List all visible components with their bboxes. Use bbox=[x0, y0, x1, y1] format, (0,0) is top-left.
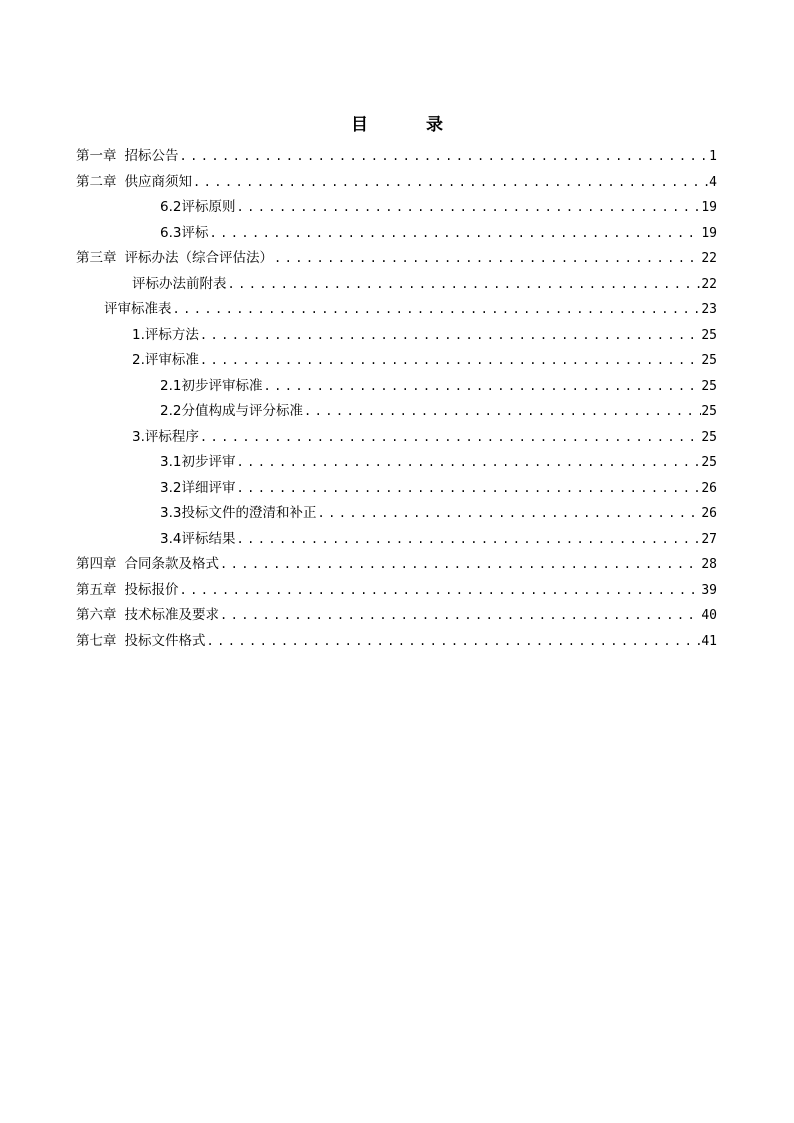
toc-entry-title: 3.评标程序 bbox=[132, 428, 199, 445]
toc-page-number: 19 bbox=[701, 200, 717, 215]
toc-entry-title: 3.4评标结果 bbox=[160, 530, 236, 547]
toc-entry[interactable] bbox=[0, 554, 794, 574]
toc-page-number: 28 bbox=[701, 557, 717, 572]
toc-dot-leader bbox=[262, 376, 701, 396]
toc-chapter-number: 第五章 bbox=[76, 581, 117, 598]
toc-page-number: 25 bbox=[701, 353, 717, 368]
toc-page-number: 26 bbox=[701, 506, 717, 521]
toc-entry-title: 2.评审标准 bbox=[132, 352, 199, 368]
toc-dot-leader bbox=[179, 146, 710, 166]
toc-entry-title: 2.2分值构成与评分标准 bbox=[160, 403, 303, 419]
toc-chapter-number: 第六章 bbox=[76, 607, 117, 623]
toc-page-number: 19 bbox=[701, 225, 717, 241]
toc-entry[interactable] bbox=[0, 427, 794, 447]
toc-entry-title: 招标公告 bbox=[124, 148, 179, 164]
toc-dot-leader bbox=[227, 274, 702, 294]
toc-dot-leader bbox=[235, 197, 701, 217]
toc-page-number: 26 bbox=[701, 480, 717, 496]
toc-entry[interactable] bbox=[0, 350, 794, 370]
toc-entry[interactable] bbox=[0, 376, 794, 396]
toc-dot-leader bbox=[199, 427, 701, 447]
toc-entry[interactable] bbox=[0, 631, 794, 651]
toc-chapter-number: 第三章 bbox=[76, 250, 117, 266]
toc-page-number: 25 bbox=[701, 404, 717, 419]
toc-page-number: 40 bbox=[701, 608, 717, 623]
toc-dot-leader bbox=[303, 401, 701, 421]
toc-entry-title: 投标报价 bbox=[124, 581, 179, 598]
toc-entry[interactable] bbox=[0, 503, 794, 523]
toc-entry[interactable] bbox=[0, 478, 794, 498]
toc-entry-title: 投标文件格式 bbox=[124, 632, 206, 649]
toc-dot-leader bbox=[273, 248, 701, 268]
toc-entry[interactable] bbox=[0, 605, 794, 625]
toc-entry-title: 3.2详细评审 bbox=[160, 479, 236, 496]
toc-entry[interactable] bbox=[0, 248, 794, 268]
toc-dot-leader bbox=[172, 299, 702, 319]
toc-page-number: 41 bbox=[701, 633, 717, 649]
toc-entry[interactable] bbox=[0, 452, 794, 472]
toc-page-number: 27 bbox=[701, 531, 717, 547]
toc-page-number: 25 bbox=[701, 378, 717, 394]
toc-chapter-number: 第一章 bbox=[76, 148, 117, 164]
toc-entry-title: 技术标准及要求 bbox=[124, 607, 219, 623]
toc-dot-leader bbox=[199, 350, 701, 370]
toc-entry[interactable] bbox=[0, 325, 794, 345]
toc-dot-leader bbox=[235, 452, 701, 472]
toc-entry-title: 评标办法（综合评估法） bbox=[124, 250, 273, 266]
toc-dot-leader bbox=[235, 478, 701, 498]
toc-entry[interactable] bbox=[0, 401, 794, 421]
toc-dot-leader bbox=[219, 554, 701, 574]
toc-entry-title: 合同条款及格式 bbox=[124, 556, 219, 572]
toc-dot-leader bbox=[316, 503, 701, 523]
toc-entry[interactable] bbox=[0, 299, 794, 319]
toc-title: 目 录 bbox=[351, 115, 469, 135]
toc-page-number: 25 bbox=[701, 455, 717, 470]
toc-dot-leader bbox=[206, 631, 702, 651]
toc-entry[interactable] bbox=[0, 580, 794, 600]
toc-chapter-number: 第七章 bbox=[76, 632, 117, 649]
toc-dot-leader bbox=[219, 605, 701, 625]
toc-chapter-number: 第二章 bbox=[76, 173, 117, 190]
toc-entry-title: 评审标准表 bbox=[104, 301, 172, 317]
toc-page-number: 4 bbox=[709, 174, 717, 190]
toc-dot-leader bbox=[179, 580, 702, 600]
toc-page-number: 23 bbox=[701, 302, 717, 317]
toc-dot-leader bbox=[235, 529, 701, 549]
toc-dot-leader bbox=[199, 325, 701, 345]
toc-entry[interactable] bbox=[0, 223, 794, 243]
toc-entry-title: 6.2评标原则 bbox=[160, 199, 236, 215]
toc-page-number: 22 bbox=[701, 251, 717, 266]
toc-entry[interactable] bbox=[0, 529, 794, 549]
toc-entry[interactable] bbox=[0, 146, 794, 166]
toc-dot-leader bbox=[192, 172, 709, 192]
toc-entry-title: 1.评标方法 bbox=[132, 326, 199, 343]
toc-chapter-number: 第四章 bbox=[76, 556, 117, 572]
toc-page-number: 25 bbox=[701, 327, 717, 343]
toc-page-number: 22 bbox=[701, 276, 717, 292]
toc-entry[interactable] bbox=[0, 274, 794, 294]
toc-page-number: 39 bbox=[701, 582, 717, 598]
toc-entry[interactable] bbox=[0, 172, 794, 192]
toc-entry-title: 评标办法前附表 bbox=[132, 275, 227, 292]
toc-entry-title: 3.3投标文件的澄清和补正 bbox=[160, 505, 317, 521]
toc-dot-leader bbox=[208, 223, 701, 243]
toc-page-number: 25 bbox=[701, 429, 717, 445]
toc-entry[interactable] bbox=[0, 197, 794, 217]
toc-page-number: 1 bbox=[709, 149, 717, 164]
toc-entry-title: 2.1初步评审标准 bbox=[160, 377, 263, 394]
toc-entry-title: 6.3评标 bbox=[160, 224, 209, 241]
toc-entry-title: 3.1初步评审 bbox=[160, 454, 236, 470]
toc-entry-title: 供应商须知 bbox=[124, 173, 192, 190]
